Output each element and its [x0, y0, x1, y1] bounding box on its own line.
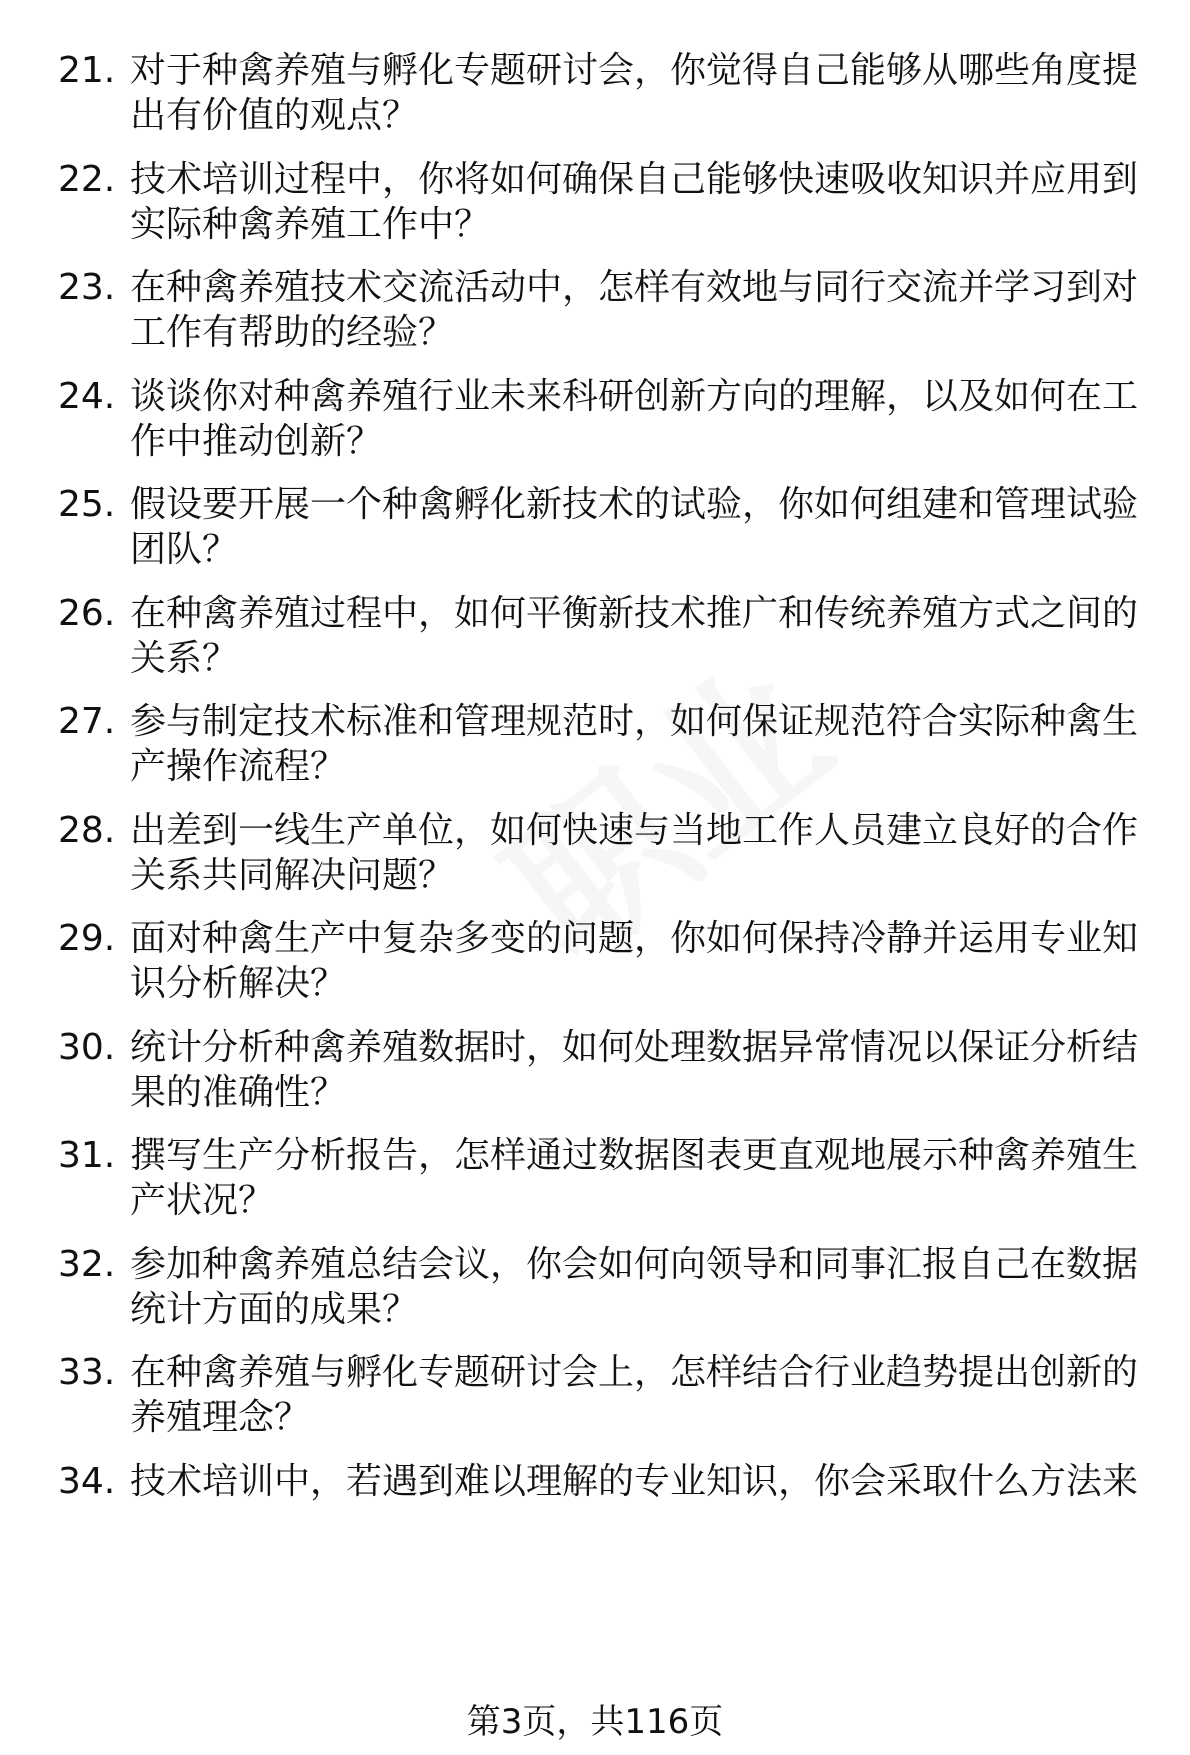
question-text: 在种禽养殖与孵化专题研讨会上，怎样结合行业趋势提出创新的养殖理念？	[130, 1352, 1139, 1438]
question-number: 22.	[58, 158, 116, 200]
question-text: 出差到一线生产单位，如何快速与当地工作人员建立良好的合作关系共同解决问题？	[130, 809, 1139, 896]
question-text: 谈谈你对种禽养殖行业未来科研创新方向的理解，以及如何在工作中推动创新？	[130, 375, 1139, 462]
question-number: 21.	[58, 50, 116, 91]
question-number: 25.	[58, 484, 116, 525]
question-text: 面对种禽生产中复杂多变的问题，你如何保持冷静并运用专业知识分析解决？	[130, 918, 1139, 1004]
question-number: 33.	[58, 1352, 116, 1393]
page-footer: 第3页，共116页	[466, 1702, 724, 1742]
question-number: 26.	[58, 592, 116, 634]
question-text: 参与制定技术标准和管理规范时，如何保证规范符合实际种禽生产操作流程？	[130, 701, 1139, 787]
question-text: 假设要开展一个种禽孵化新技术的试验，你如何组建和管理试验团队？	[130, 484, 1139, 570]
question-text: 对于种禽养殖与孵化专题研讨会，你觉得自己能够从哪些角度提出有价值的观点？	[130, 50, 1139, 136]
question-number: 31.	[58, 1135, 116, 1176]
question-number: 28.	[58, 809, 116, 851]
question-number: 32.	[58, 1243, 116, 1285]
question-number: 27.	[58, 701, 116, 742]
question-number: 23.	[58, 267, 116, 308]
question-text: 撰写生产分析报告，怎样通过数据图表更直观地展示种禽养殖生产状况？	[130, 1135, 1139, 1221]
question-number: 29.	[58, 918, 116, 959]
question-text: 在种禽养殖过程中，如何平衡新技术推广和传统养殖方式之间的关系？	[130, 592, 1139, 679]
question-number: 24.	[58, 375, 116, 417]
question-text: 在种禽养殖技术交流活动中，怎样有效地与同行交流并学习到对工作有帮助的经验？	[130, 267, 1139, 353]
question-number: 34.	[58, 1460, 116, 1502]
question-text: 统计分析种禽养殖数据时，如何处理数据异常情况以保证分析结果的准确性？	[130, 1026, 1139, 1113]
question-number: 30.	[58, 1026, 116, 1068]
question-text: 技术培训过程中，你将如何确保自己能够快速吸收知识并应用到实际种禽养殖工作中？	[130, 158, 1139, 245]
question-text: 技术培训中，若遇到难以理解的专业知识，你会采取什么方法来	[130, 1460, 1139, 1502]
question-text: 参加种禽养殖总结会议，你会如何向领导和同事汇报自己在数据统计方面的成果？	[130, 1243, 1139, 1330]
